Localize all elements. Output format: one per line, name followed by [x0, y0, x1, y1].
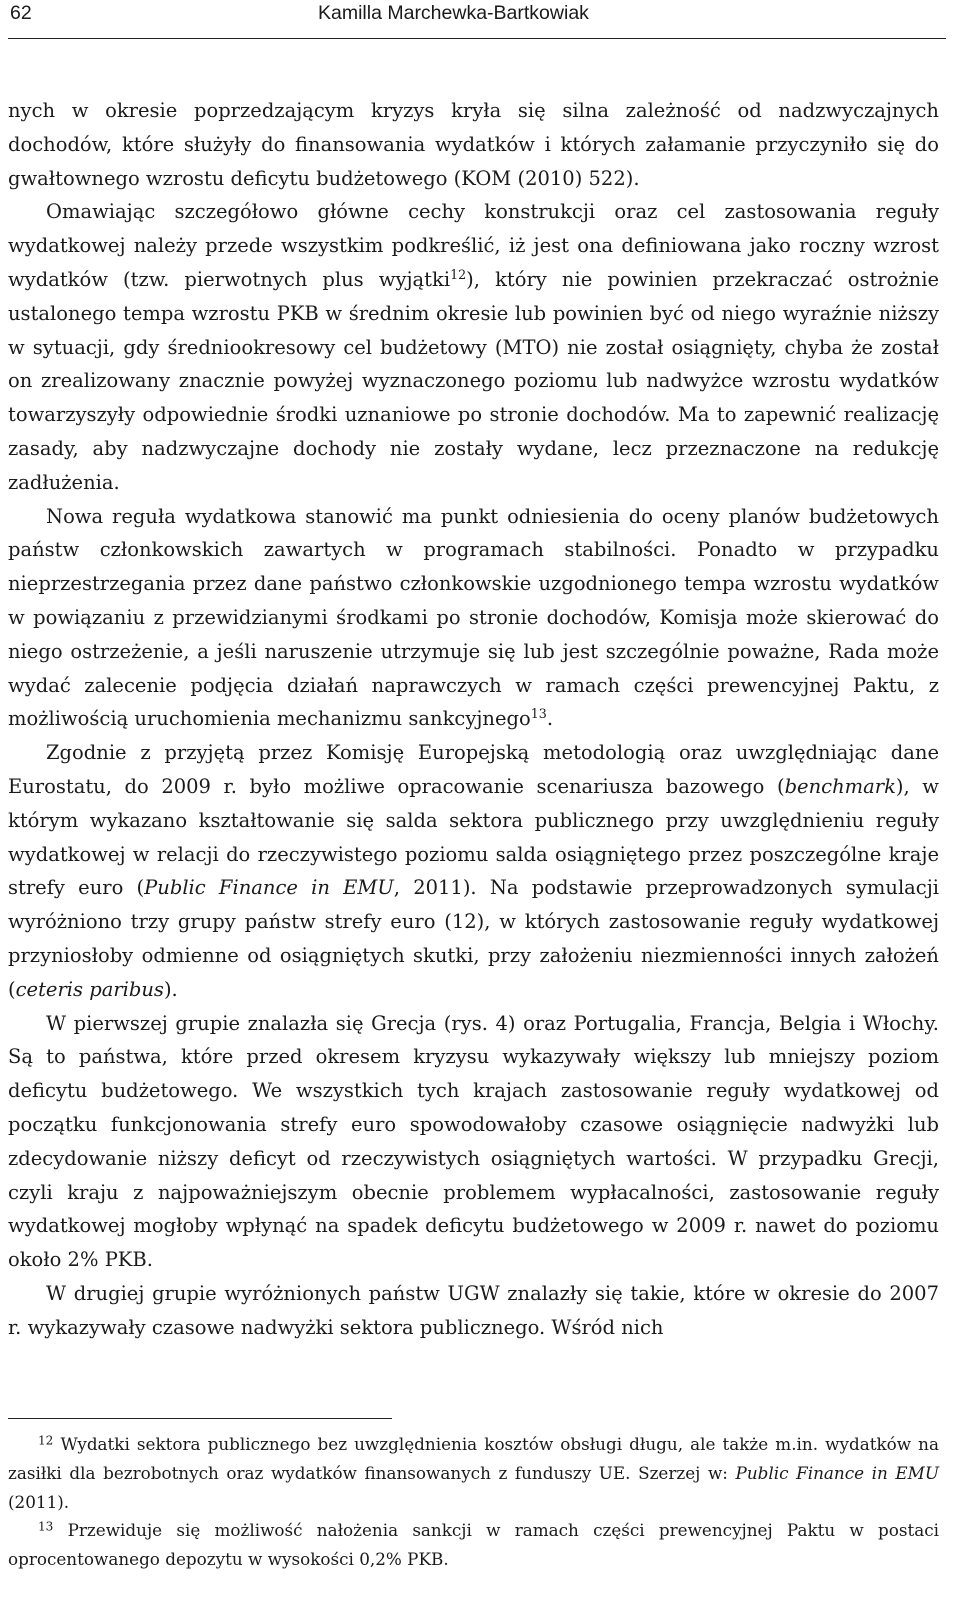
- running-head: [0, 0, 960, 40]
- footnote-number: 13: [38, 1519, 54, 1534]
- footnote-text: (2011).: [8, 1491, 70, 1512]
- paragraph-text: ), który nie powinien przekraczać ostrożnie ustalonego tempa wzrostu PKB w średnim okresie lub powinien być od niego wyraźnie niższy w sytuacji, gdy średniookresowy cel budżetowy (MTO) nie został osiągnięty, chyba że został on zrealizowany znacznie powyżej wyznaczonego poziomu lub nadwyżce wzrostu wydatków towarzyszyły odpowiednie środki uznaniowe po stronie dochodów. Ma to zapewnić realizację zasady, aby nadzwyczajne dochody nie zostały wydane, lecz przeznaczone na redukcję zadłużenia.: [8, 267, 939, 494]
- paragraph-1: [8, 94, 939, 195]
- footnote-ref-12[interactable]: 12: [450, 267, 467, 283]
- footnote-12: [8, 1430, 939, 1516]
- paragraph-text: Nowa reguła wydatkowa stanowić ma punkt odniesienia do oceny planów budżetowych państw członkowskich zawartych w programach stabilności. Ponadto w przypadku nieprzestrzegania przez dane państwo członkowskie uzgodnionego tempa wzrostu wydatków w powiązaniu z przewidzianymi środkami po stronie dochodów, Komisja może skierować do niego ostrzeżenie, a jeśli naruszenie utrzymuje się lub jest szczególnie poważne, Rada może wydać zalecenie podjęcia działań naprawczych w ramach części prewencyjnej Paktu, z możliwością uruchomienia mechanizmu sankcyjnego: [8, 504, 939, 731]
- footnote-text: Przewiduje się możliwość nałożenia sankcji w ramach części prewencyjnej Paktu w postaci oprocentowanego depozytu w wysokości 0,2% PKB.: [8, 1520, 939, 1570]
- footnote-rule: [8, 1418, 392, 1419]
- paragraph-5: [8, 1007, 939, 1277]
- paragraph-text: Omawiając szczegółowo główne cechy konstrukcji oraz cel zastosowania reguły wydatkowej należy przede wszystkim podkreślić, iż jest ona definiowana jako roczny wzrost wydatków (tzw. pierwotnych plus wyjątki: [8, 200, 939, 291]
- paragraph-text: Zgodnie z przyjętą przez Komisję Europejską metodologią oraz uwzględniając dane Eurostatu, do 2009 r. było możliwe opracowanie scenariusza bazowego (: [8, 741, 939, 798]
- paragraph-text: ).: [163, 977, 178, 1001]
- body-text: [8, 94, 939, 1344]
- footnote-text: Wydatki sektora publicznego bez uwzględnienia kosztów obsługi długu, ale także m.in. wydatków na zasiłki dla bezrobotnych oraz wydatków finansowanych z funduszy UE. Szerzej w:: [8, 1434, 939, 1483]
- paragraph-text: W pierwszej grupie znalazła się Grecja (rys. 4) oraz Portugalia, Francja, Belgia i Włochy. Są to państwa, które przed okresem kryzysu wykazywały większy lub mniejszy poziom deficytu budżetowego. We wszystkich tych krajach zastosowanie reguły wydatkowej od początku funkcjonowania strefy euro spowodowałoby czasowe osiągnięcie nadwyżki lub zdecydowanie niższy deficyt od rzeczywistych osiągniętych wartości. W przypadku Grecji, czyli kraju z najpoważniejszym obecnie problemem wypłacalności, zastosowanie reguły wydatkowej mogłoby wpłynąć na spadek deficytu budżetowego w 2009 r. nawet do poziomu około 2% PKB.: [8, 1011, 939, 1272]
- page-number: 62: [10, 2, 32, 24]
- paragraph-text: , 2011). Na podstawie przeprowadzonych symulacji wyróżniono trzy grupy państw strefy euro (12), w których zastosowanie reguły wydatkowej przyniosłoby odmienne od osiągniętych skutki, przy założeniu niezmienności innych założeń (: [8, 876, 940, 1001]
- italic-term-benchmark: benchmark: [784, 774, 896, 798]
- italic-citation: Public Finance in EMU: [735, 1462, 939, 1483]
- paragraph-text: .: [546, 707, 554, 731]
- paragraph-3: [8, 500, 939, 737]
- header-rule: [8, 38, 946, 39]
- footnote-ref-13[interactable]: 13: [530, 706, 547, 722]
- footnotes: [8, 1430, 939, 1574]
- footnote-13: [8, 1516, 939, 1574]
- paragraph-4: [8, 736, 939, 1006]
- paragraph-6: [8, 1277, 939, 1345]
- paragraph-text: W drugiej grupie wyróżnionych państw UGW znalazły się takie, które w okresie do 2007 r. wykazywały czasowe nadwyżki sektora publicznego. Wśród nich: [8, 1281, 939, 1339]
- italic-term-ceteris-paribus: ceteris paribus: [15, 977, 164, 1001]
- paragraph-2: [8, 195, 939, 499]
- italic-citation: Public Finance in EMU: [144, 876, 394, 900]
- paragraph-text: nych w okresie poprzedzającym kryzys kryła się silna zależność od nadzwyczajnych dochodów, które służyły do finansowania wydatków i których załamanie przyczyniło się do gwałtownego wzrostu deficytu budżetowego (KOM (2010) 522).: [8, 99, 939, 190]
- running-title: Kamilla Marchewka-Bartkowiak: [318, 2, 589, 24]
- footnote-number: 12: [38, 1433, 54, 1448]
- paragraph-text: ), w którym wykazano kształtowanie się salda sektora publicznego przy uwzględnieniu reguły wydatkowej w relacji do rzeczywistego poziomu salda osiągniętego przez poszczególne kraje strefy euro (: [8, 774, 939, 900]
